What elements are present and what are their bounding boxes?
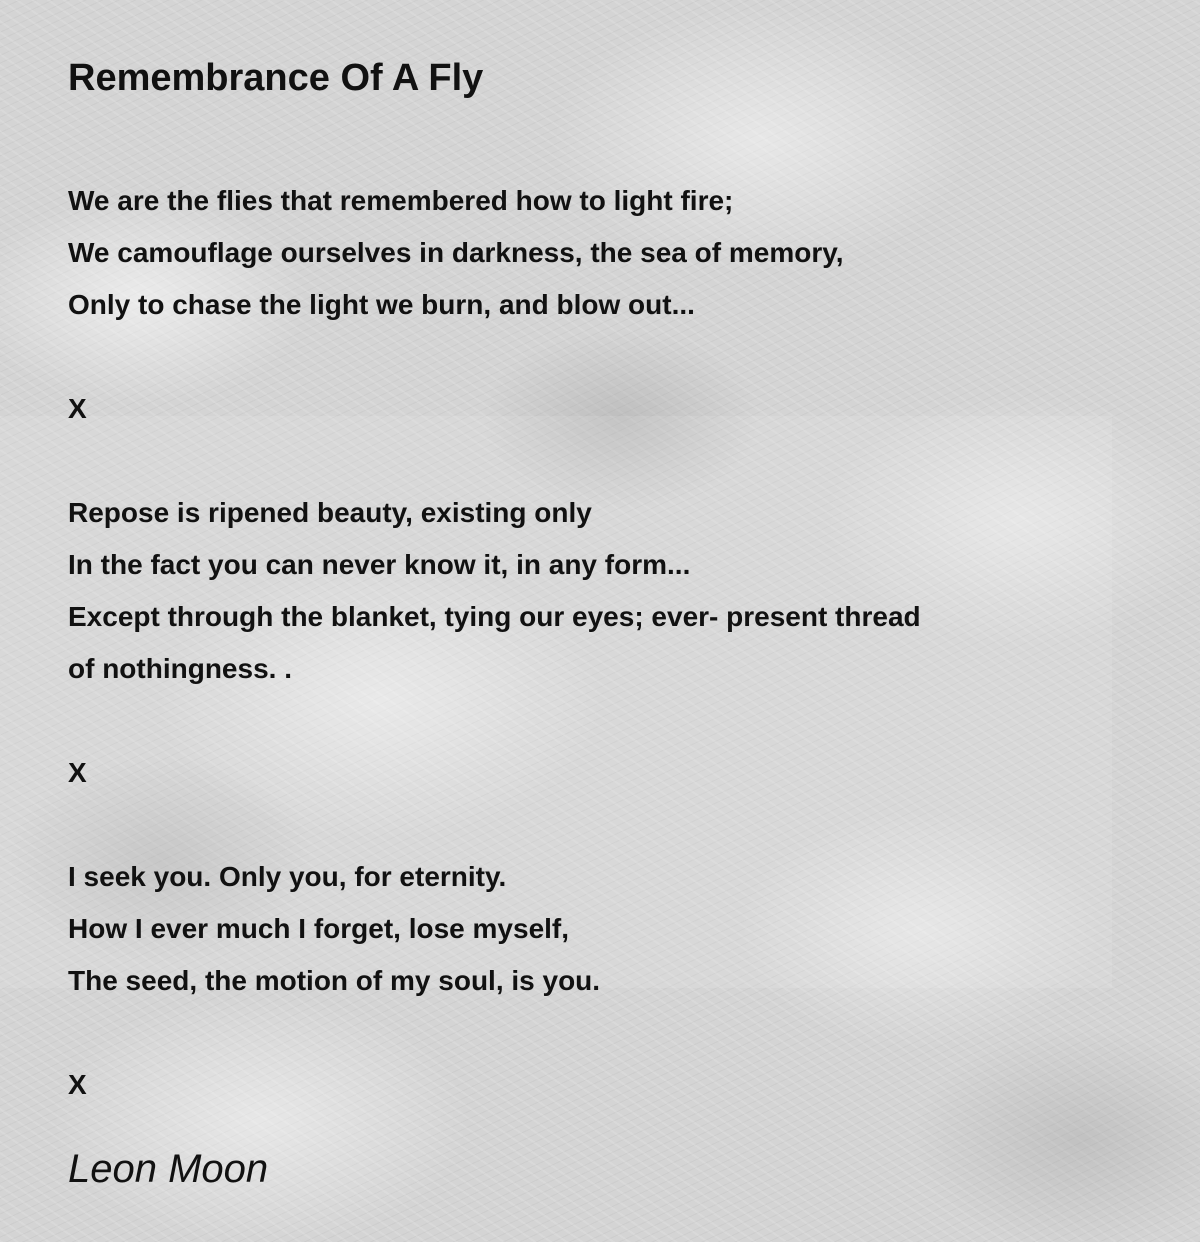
stanza-separator xyxy=(68,383,1128,435)
stanza-gap xyxy=(68,331,1128,383)
poem-line: We are the flies that remembered how to light fire; xyxy=(68,185,734,216)
stanza-gap xyxy=(68,435,1128,487)
author-name: Leon Moon xyxy=(68,1147,269,1191)
separator-mark: X xyxy=(68,757,87,788)
poem-title: Remembrance Of A Fly xyxy=(68,57,484,99)
poem-line: I seek you. Only you, for eternity. xyxy=(68,861,507,892)
stanza xyxy=(68,175,1128,331)
stanza-gap xyxy=(68,799,1128,851)
poem-card xyxy=(68,52,1128,1196)
poem-line: How I ever much I forget, lose myself, xyxy=(68,913,570,944)
stanza-gap xyxy=(68,695,1128,747)
stanza xyxy=(68,487,1128,695)
poem-line: We camouflage ourselves in darkness, the sea of memory, xyxy=(68,237,844,268)
stanza-separator xyxy=(68,747,1128,799)
stanza xyxy=(68,851,1128,1007)
poem-line: The seed, the motion of my soul, is you. xyxy=(68,965,601,996)
poem-line: Except through the blanket, tying our eyes; ever- present thread xyxy=(68,601,921,632)
poem-line: Only to chase the light we burn, and blow out... xyxy=(68,289,695,320)
separator-mark: X xyxy=(68,1069,87,1100)
poem-line: Repose is ripened beauty, existing only xyxy=(68,497,592,528)
stanza-separator xyxy=(68,1059,1128,1111)
separator-mark: X xyxy=(68,393,87,424)
poem-line: of nothingness. . xyxy=(68,653,292,684)
poem-body xyxy=(68,175,1128,1111)
stanza-gap xyxy=(68,1007,1128,1059)
poem-line: In the fact you can never know it, in any form... xyxy=(68,549,691,580)
